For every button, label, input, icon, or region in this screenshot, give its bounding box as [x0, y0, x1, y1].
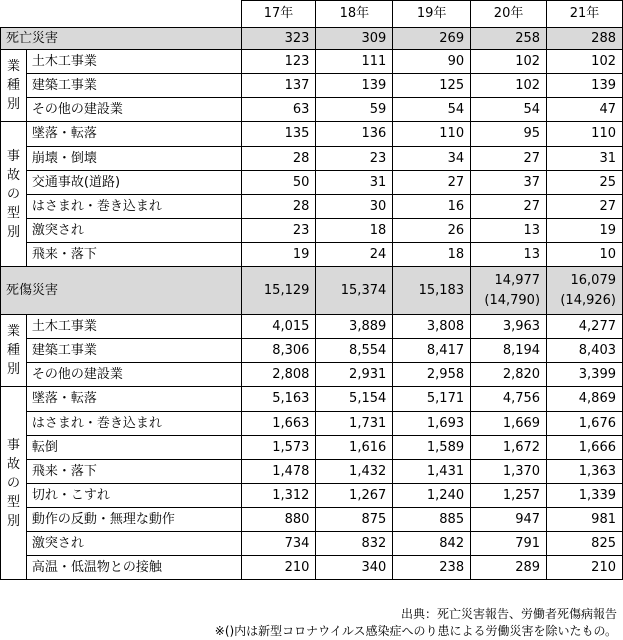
fatal-total-value: 269	[393, 28, 471, 50]
cell-value: 30	[316, 195, 393, 219]
cell-value: 16	[393, 195, 471, 219]
fatal-total-value: 258	[471, 28, 547, 50]
cell-value: 1,573	[241, 436, 316, 460]
cell-value: 210	[547, 556, 623, 580]
table-row	[1, 98, 623, 122]
row-label: 転倒	[26, 436, 241, 460]
row-label: 建築工事業	[26, 74, 241, 98]
cell-value: 791	[471, 532, 547, 556]
cell-value: 2,808	[241, 363, 316, 387]
casualty-excluding-covid-value: (14,926)	[560, 292, 616, 308]
year-header: 20年	[471, 1, 547, 28]
cell-value: 880	[241, 508, 316, 532]
cell-value: 3,889	[316, 315, 393, 339]
cell-value: 210	[241, 556, 316, 580]
group-char: 事	[6, 437, 20, 453]
cell-value: 1,257	[471, 484, 547, 508]
row-label: 高温・低温物との接触	[26, 556, 241, 580]
fatal-total-row	[1, 28, 623, 50]
source-note: 出典：死亡災害報告、労働者死傷病報告	[400, 607, 617, 621]
table-row	[1, 171, 623, 195]
cell-value: 19	[547, 219, 623, 243]
cell-value: 1,432	[316, 460, 393, 484]
table-row	[1, 556, 623, 580]
row-label: 建築工事業	[26, 339, 241, 363]
fatal-industry-group-label	[1, 50, 27, 122]
cell-value: 102	[547, 50, 623, 74]
row-label: 激突され	[26, 532, 241, 556]
group-char: の	[6, 186, 20, 202]
cell-value: 8,554	[316, 339, 393, 363]
row-label: その他の建設業	[26, 363, 241, 387]
cell-value: 4,015	[241, 315, 316, 339]
cell-value: 110	[547, 122, 623, 147]
cell-value: 832	[316, 532, 393, 556]
group-char: 別	[6, 224, 20, 240]
group-char: 故	[6, 456, 20, 472]
casualty-total-value: 15,374	[316, 267, 393, 315]
cell-value: 734	[241, 532, 316, 556]
cell-value: 28	[241, 195, 316, 219]
cell-value: 8,417	[393, 339, 471, 363]
cell-value: 27	[471, 195, 547, 219]
casualty-total-2021-cell	[547, 267, 623, 315]
fatal-accident-group-label	[1, 122, 27, 267]
cell-value: 27	[547, 195, 623, 219]
cell-value: 111	[316, 50, 393, 74]
cell-value: 31	[316, 171, 393, 195]
fatal-total-value: 288	[547, 28, 623, 50]
row-label: 動作の反動・無理な動作	[26, 508, 241, 532]
casualty-excluding-covid-value: (14,790)	[484, 292, 541, 308]
cell-value: 885	[393, 508, 471, 532]
cell-value: 136	[316, 122, 393, 147]
group-char: 型	[6, 205, 20, 221]
group-char: 事	[6, 148, 20, 164]
cell-value: 825	[547, 532, 623, 556]
footnotes	[215, 606, 617, 640]
cell-value: 37	[471, 171, 547, 195]
table-row	[1, 363, 623, 387]
cell-value: 25	[547, 171, 623, 195]
group-char: 業	[6, 324, 20, 339]
group-char: 別	[6, 513, 20, 529]
cell-value: 947	[471, 508, 547, 532]
cell-value: 102	[471, 50, 547, 74]
table-row	[1, 339, 623, 363]
cell-value: 2,958	[393, 363, 471, 387]
cell-value: 4,756	[471, 387, 547, 412]
year-header: 21年	[547, 1, 623, 28]
cell-value: 13	[471, 243, 547, 267]
cell-value: 27	[393, 171, 471, 195]
row-label: 交通事故(道路)	[26, 171, 241, 195]
cell-value: 3,399	[547, 363, 623, 387]
cell-value: 4,869	[547, 387, 623, 412]
casualty-accident-group-label	[1, 387, 27, 580]
group-char: 故	[6, 167, 20, 183]
fatal-total-value: 323	[241, 28, 316, 50]
group-char: 種	[6, 343, 20, 358]
casualty-total-value: 15,183	[393, 267, 471, 315]
cell-value: 981	[547, 508, 623, 532]
casualty-total-2020-cell	[471, 267, 547, 315]
cell-value: 27	[471, 147, 547, 171]
table-row	[1, 315, 623, 339]
cell-value: 1,731	[316, 412, 393, 436]
row-label: 崩壊・倒壊	[26, 147, 241, 171]
cell-value: 4,277	[547, 315, 623, 339]
table-row	[1, 484, 623, 508]
year-header: 17年	[241, 1, 316, 28]
group-char: 業	[6, 59, 20, 74]
table-row	[1, 50, 623, 74]
casualty-total-row	[1, 267, 623, 315]
cell-value: 23	[241, 219, 316, 243]
table-row	[1, 122, 623, 147]
row-label: 激突され	[26, 219, 241, 243]
cell-value: 8,306	[241, 339, 316, 363]
cell-value: 1,589	[393, 436, 471, 460]
table-row	[1, 412, 623, 436]
cell-value: 135	[241, 122, 316, 147]
cell-value: 1,693	[393, 412, 471, 436]
table-row	[1, 460, 623, 484]
cell-value: 1,339	[547, 484, 623, 508]
year-header: 18年	[316, 1, 393, 28]
fatal-total-label: 死亡災害	[1, 28, 242, 50]
cell-value: 1,478	[241, 460, 316, 484]
row-label: 切れ・こすれ	[26, 484, 241, 508]
group-char: 別	[6, 97, 20, 112]
cell-value: 875	[316, 508, 393, 532]
header-blank-cell	[1, 1, 242, 28]
cell-value: 63	[241, 98, 316, 122]
cell-value: 95	[471, 122, 547, 147]
cell-value: 50	[241, 171, 316, 195]
casualty-total-value: 15,129	[241, 267, 316, 315]
cell-value: 125	[393, 74, 471, 98]
cell-value: 5,163	[241, 387, 316, 412]
group-char: 種	[6, 78, 20, 93]
row-label: 飛来・落下	[26, 460, 241, 484]
cell-value: 139	[547, 74, 623, 98]
cell-value: 34	[393, 147, 471, 171]
header-row	[1, 1, 623, 28]
table-row	[1, 219, 623, 243]
cell-value: 54	[471, 98, 547, 122]
cell-value: 340	[316, 556, 393, 580]
cell-value: 842	[393, 532, 471, 556]
table-row	[1, 195, 623, 219]
cell-value: 1,370	[471, 460, 547, 484]
cell-value: 1,267	[316, 484, 393, 508]
row-label: その他の建設業	[26, 98, 241, 122]
cell-value: 139	[316, 74, 393, 98]
cell-value: 1,363	[547, 460, 623, 484]
cell-value: 1,669	[471, 412, 547, 436]
cell-value: 8,194	[471, 339, 547, 363]
year-header: 19年	[393, 1, 471, 28]
cell-value: 238	[393, 556, 471, 580]
table-row	[1, 387, 623, 412]
casualty-total-label: 死傷災害	[1, 267, 242, 315]
table-row	[1, 243, 623, 267]
cell-value: 1,312	[241, 484, 316, 508]
group-char: 別	[6, 362, 20, 377]
group-char: の	[6, 475, 20, 491]
casualty-industry-group-label	[1, 315, 27, 387]
cell-value: 289	[471, 556, 547, 580]
covid-note: ※()内は新型コロナウイルス感染症へのり患による労働災害を除いたもの。	[214, 624, 617, 638]
table-row	[1, 74, 623, 98]
cell-value: 8,403	[547, 339, 623, 363]
row-label: 墜落・転落	[26, 122, 241, 147]
fatal-total-value: 309	[316, 28, 393, 50]
table-row	[1, 436, 623, 460]
casualty-total-value: 14,977	[494, 272, 541, 288]
table-row	[1, 508, 623, 532]
cell-value: 54	[393, 98, 471, 122]
table-row	[1, 532, 623, 556]
row-label: 墜落・転落	[26, 387, 241, 412]
cell-value: 102	[471, 74, 547, 98]
cell-value: 31	[547, 147, 623, 171]
cell-value: 1,672	[471, 436, 547, 460]
cell-value: 3,963	[471, 315, 547, 339]
cell-value: 1,663	[241, 412, 316, 436]
cell-value: 1,666	[547, 436, 623, 460]
cell-value: 13	[471, 219, 547, 243]
row-label: 飛来・落下	[26, 243, 241, 267]
cell-value: 18	[393, 243, 471, 267]
cell-value: 1,616	[316, 436, 393, 460]
row-label: 土木工事業	[26, 315, 241, 339]
group-char: 型	[6, 494, 20, 510]
cell-value: 19	[241, 243, 316, 267]
cell-value: 47	[547, 98, 623, 122]
cell-value: 18	[316, 219, 393, 243]
cell-value: 110	[393, 122, 471, 147]
casualty-total-value: 16,079	[570, 272, 616, 288]
cell-value: 1,240	[393, 484, 471, 508]
row-label: 土木工事業	[26, 50, 241, 74]
cell-value: 123	[241, 50, 316, 74]
cell-value: 5,154	[316, 387, 393, 412]
cell-value: 26	[393, 219, 471, 243]
cell-value: 1,676	[547, 412, 623, 436]
cell-value: 2,820	[471, 363, 547, 387]
cell-value: 24	[316, 243, 393, 267]
cell-value: 137	[241, 74, 316, 98]
cell-value: 90	[393, 50, 471, 74]
cell-value: 3,808	[393, 315, 471, 339]
row-label: はさまれ・巻き込まれ	[26, 195, 241, 219]
cell-value: 1,431	[393, 460, 471, 484]
cell-value: 59	[316, 98, 393, 122]
cell-value: 5,171	[393, 387, 471, 412]
cell-value: 2,931	[316, 363, 393, 387]
cell-value: 23	[316, 147, 393, 171]
row-label: はさまれ・巻き込まれ	[26, 412, 241, 436]
table-row	[1, 147, 623, 171]
cell-value: 28	[241, 147, 316, 171]
cell-value: 10	[547, 243, 623, 267]
